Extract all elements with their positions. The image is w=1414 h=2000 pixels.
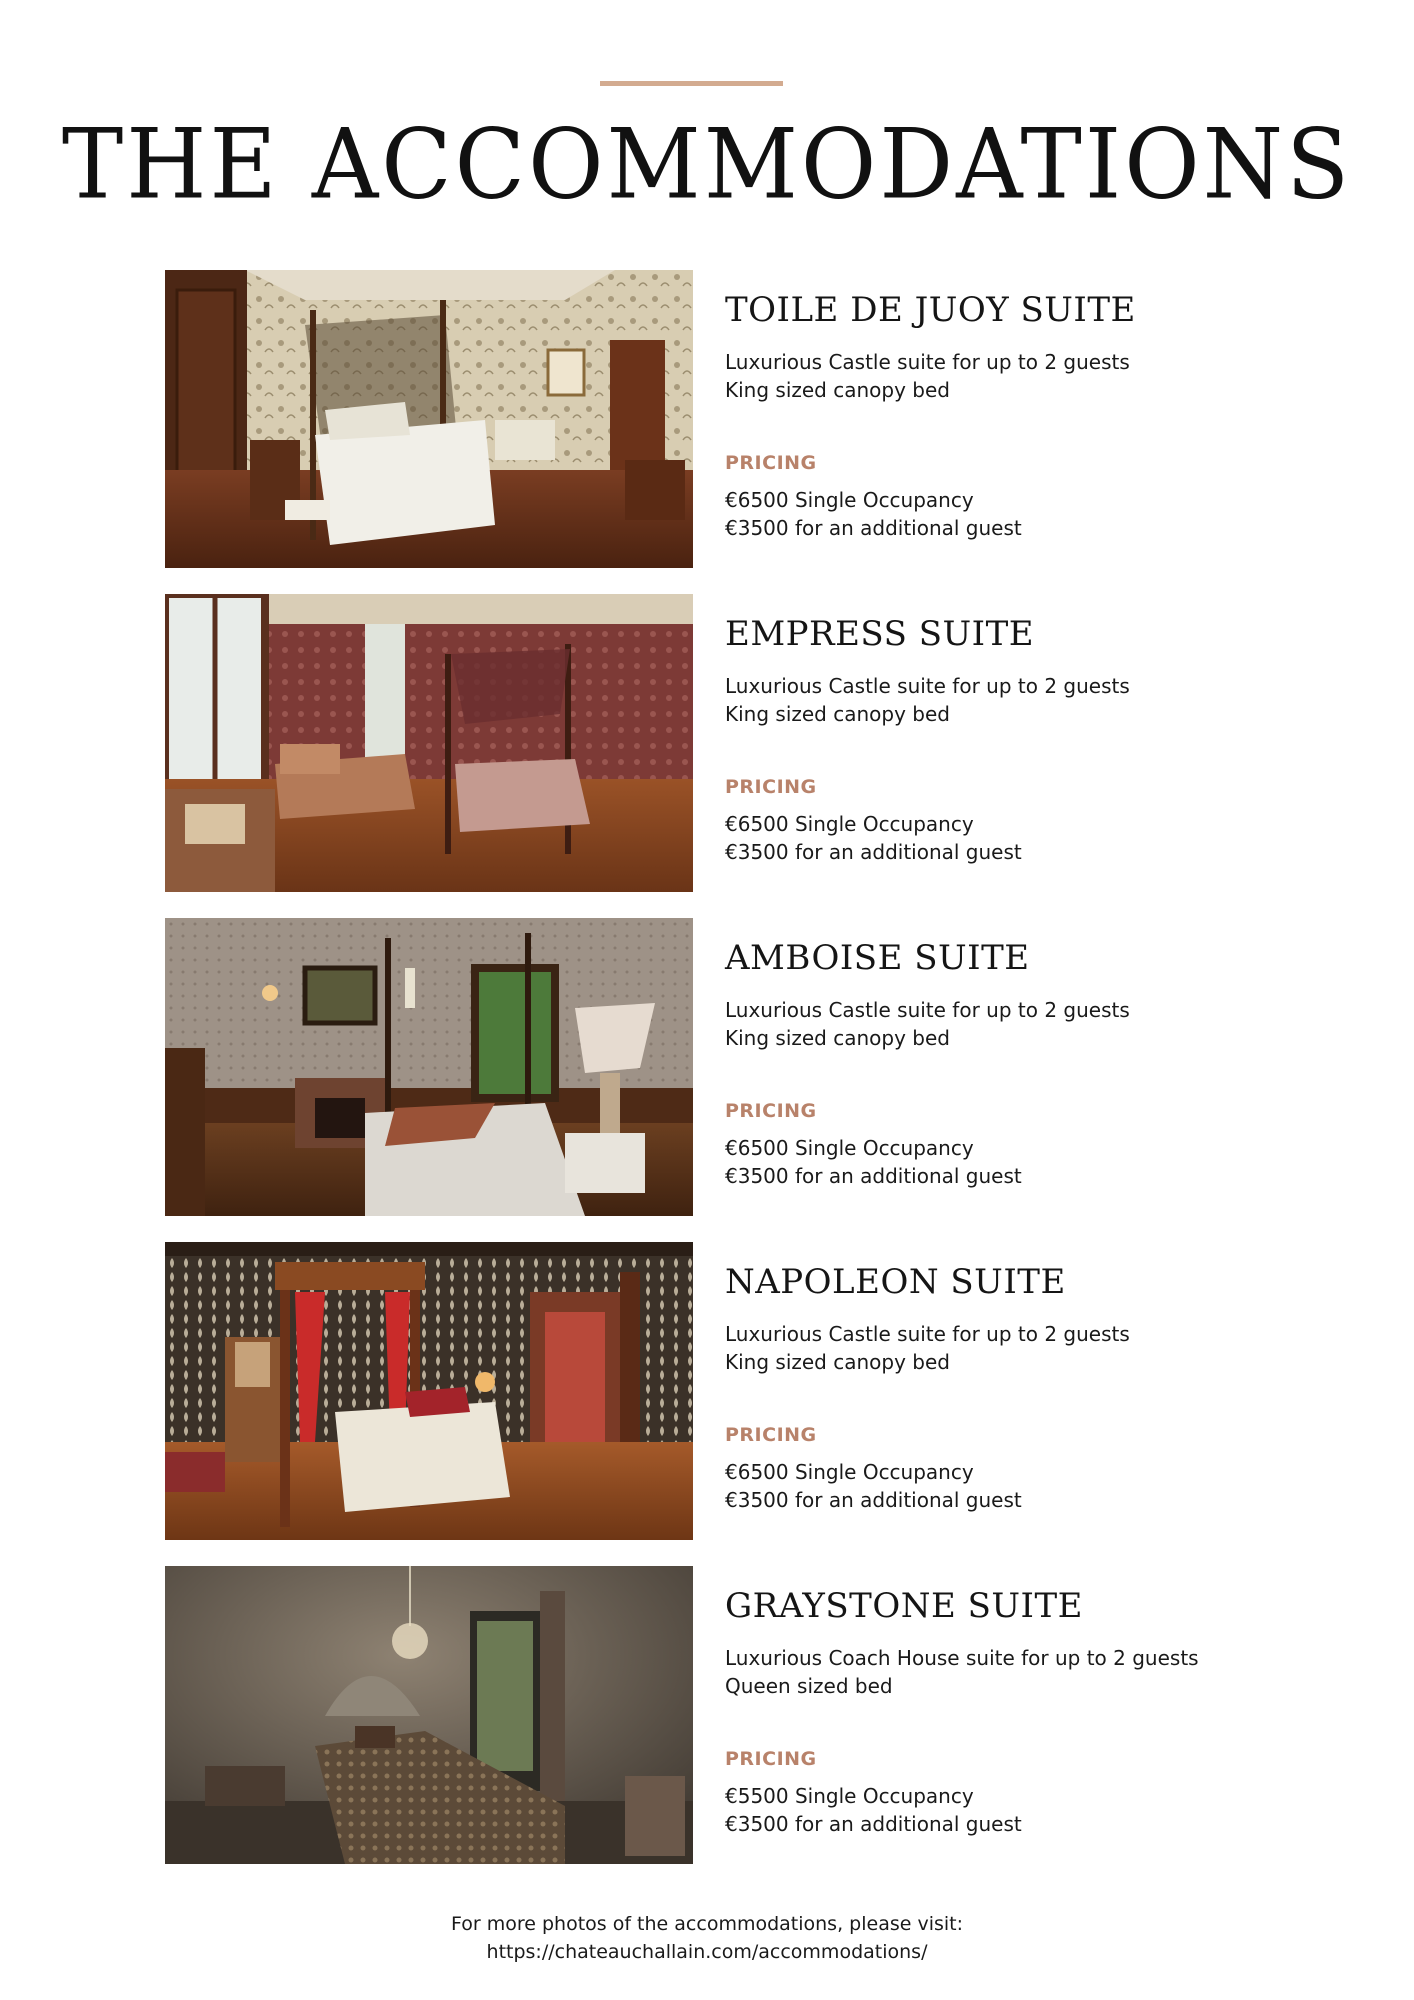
price-additional: €3500 for an additional guest xyxy=(725,516,1022,540)
suite-prices xyxy=(725,1458,1022,1514)
price-single: €6500 Single Occupancy xyxy=(725,488,974,512)
suite-photo xyxy=(165,918,693,1216)
price-single: €6500 Single Occupancy xyxy=(725,1136,974,1160)
suite-photo xyxy=(165,594,693,892)
suite-name: EMPRESS SUITE xyxy=(725,614,1035,654)
price-single: €6500 Single Occupancy xyxy=(725,812,974,836)
price-additional: €3500 for an additional guest xyxy=(725,1164,1022,1188)
suite-description-line: Queen sized bed xyxy=(725,1674,893,1698)
footer-text: For more photos of the accommodations, please visit: xyxy=(450,1913,964,1935)
price-single: €5500 Single Occupancy xyxy=(725,1784,974,1808)
price-additional: €3500 for an additional guest xyxy=(725,1812,1022,1836)
suite-photo xyxy=(165,270,693,568)
price-single: €6500 Single Occupancy xyxy=(725,1460,974,1484)
price-additional: €3500 for an additional guest xyxy=(725,840,1022,864)
suite-description-line: King sized canopy bed xyxy=(725,378,950,402)
suite-description-line: King sized canopy bed xyxy=(725,1026,950,1050)
pricing-label: PRICING xyxy=(725,452,817,474)
suite-card-graystone xyxy=(165,1566,1265,1864)
footer xyxy=(0,1910,1414,1966)
suite-description-line: King sized canopy bed xyxy=(725,1350,950,1374)
suite-description-line: Luxurious Castle suite for up to 2 guests xyxy=(725,1322,1130,1346)
suite-card-toile-de-jouy xyxy=(165,270,1265,568)
suite-description-line: King sized canopy bed xyxy=(725,702,950,726)
suite-description-line: Luxurious Castle suite for up to 2 guests xyxy=(725,674,1130,698)
suite-description xyxy=(725,1644,1199,1700)
price-additional: €3500 for an additional guest xyxy=(725,1488,1022,1512)
pricing-label: PRICING xyxy=(725,1748,817,1770)
suite-card-empress xyxy=(165,594,1265,892)
pricing-label: PRICING xyxy=(725,1424,817,1446)
suite-description xyxy=(725,348,1130,404)
suite-photo xyxy=(165,1566,693,1864)
suite-prices xyxy=(725,486,1022,542)
suite-description xyxy=(725,996,1130,1052)
suite-card-amboise xyxy=(165,918,1265,1216)
suite-description-line: Luxurious Coach House suite for up to 2 guests xyxy=(725,1646,1199,1670)
suite-card-napoleon xyxy=(165,1242,1265,1540)
suite-description-line: Luxurious Castle suite for up to 2 guests xyxy=(725,350,1130,374)
suite-name: TOILE DE JUOY SUITE xyxy=(725,290,1136,330)
suite-prices xyxy=(725,810,1022,866)
pricing-label: PRICING xyxy=(725,776,817,798)
page-title: THE ACCOMMODATIONS xyxy=(61,108,1353,221)
accommodations-link[interactable]: https://chateauchallain.com/accommodations/ xyxy=(486,1941,928,1963)
suite-description xyxy=(725,1320,1130,1376)
suite-name: GRAYSTONE SUITE xyxy=(725,1586,1083,1626)
decorative-rule xyxy=(600,81,783,86)
suite-photo xyxy=(165,1242,693,1540)
suite-prices xyxy=(725,1134,1022,1190)
suite-name: AMBOISE SUITE xyxy=(725,938,1030,978)
pricing-label: PRICING xyxy=(725,1100,817,1122)
suite-name: NAPOLEON SUITE xyxy=(725,1262,1066,1302)
suite-description xyxy=(725,672,1130,728)
suite-description-line: Luxurious Castle suite for up to 2 guests xyxy=(725,998,1130,1022)
suite-prices xyxy=(725,1782,1022,1838)
